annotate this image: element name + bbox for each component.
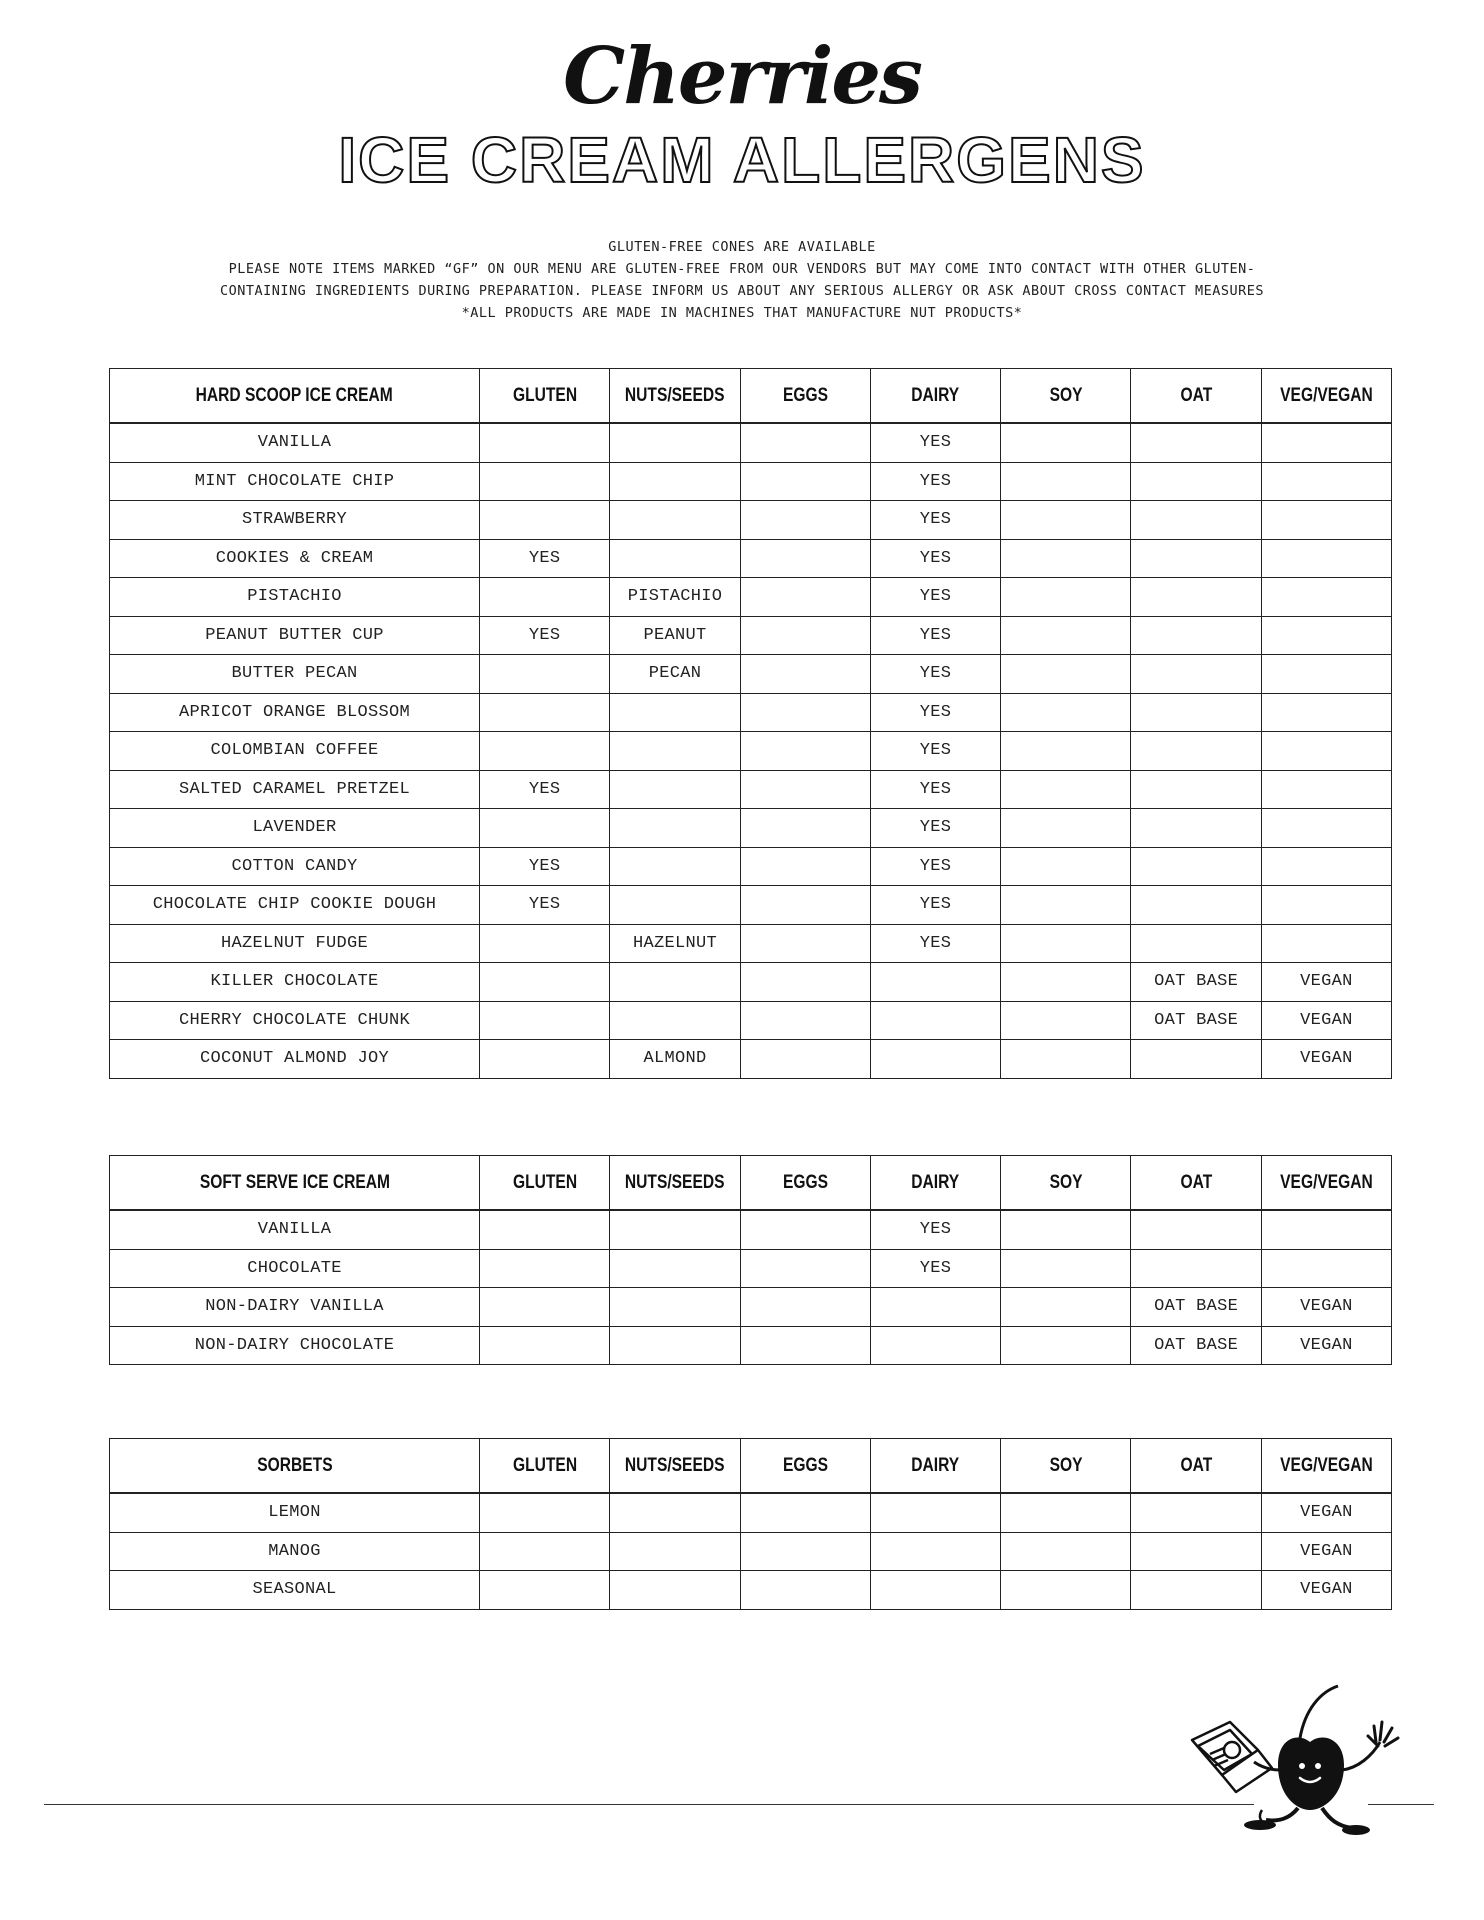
table-row	[110, 1571, 1392, 1610]
allergen-cell: YES	[870, 847, 1000, 886]
allergen-cell	[480, 693, 610, 732]
table-row	[110, 616, 1392, 655]
allergen-cell	[610, 1288, 740, 1327]
allergen-cell: YES	[870, 616, 1000, 655]
table-row	[110, 501, 1392, 540]
allergen-cell	[1261, 886, 1391, 925]
column-header: NUTS/SEEDS	[610, 369, 740, 424]
allergen-cell	[1001, 1326, 1131, 1365]
allergen-cell	[740, 616, 870, 655]
flavor-name: VANILLA	[110, 423, 480, 462]
allergen-cell: YES	[870, 732, 1000, 771]
allergen-cell	[1131, 693, 1261, 732]
allergen-cell	[480, 501, 610, 540]
column-header: VEG/VEGAN	[1261, 1439, 1391, 1494]
allergen-cell	[1131, 924, 1261, 963]
flavor-name: LAVENDER	[110, 809, 480, 848]
allergen-cell	[1001, 423, 1131, 462]
table-row	[110, 1326, 1392, 1365]
allergen-cell: YES	[870, 578, 1000, 617]
allergen-cell: YES	[870, 770, 1000, 809]
table-heading: HARD SCOOP ICE CREAM	[110, 369, 480, 424]
allergen-cell	[480, 924, 610, 963]
cherries-logo: Cherries	[563, 31, 921, 122]
table-row	[110, 1288, 1392, 1327]
allergen-cell	[480, 1571, 610, 1610]
allergen-notes	[150, 236, 1334, 324]
allergen-cell	[740, 1040, 870, 1079]
allergen-cell	[480, 1249, 610, 1288]
table-row	[110, 732, 1392, 771]
allergen-cell	[870, 1326, 1000, 1365]
allergen-cell: YES	[870, 423, 1000, 462]
allergen-cell	[1261, 501, 1391, 540]
allergen-cell	[1261, 655, 1391, 694]
note-line-4: *ALL PRODUCTS ARE MADE IN MACHINES THAT MANUFACTURE NUT PRODUCTS*	[461, 305, 1023, 321]
table-row	[110, 809, 1392, 848]
allergen-cell	[870, 963, 1000, 1002]
allergen-cell	[870, 1001, 1000, 1040]
allergen-cell	[610, 1493, 740, 1532]
allergen-cell	[480, 732, 610, 771]
flavor-name: LEMON	[110, 1493, 480, 1532]
allergen-cell	[610, 809, 740, 848]
allergen-cell	[1001, 886, 1131, 925]
allergen-cell	[740, 655, 870, 694]
page-title: ICE CREAM ALLERGENS	[338, 124, 1146, 196]
allergen-cell	[1001, 1288, 1131, 1327]
allergen-cell: YES	[870, 809, 1000, 848]
flavor-name: SEASONAL	[110, 1571, 480, 1610]
allergen-cell	[1001, 924, 1131, 963]
flavor-name: COOKIES & CREAM	[110, 539, 480, 578]
allergen-cell	[1001, 963, 1131, 1002]
allergen-cell: YES	[870, 1210, 1000, 1249]
allergen-cell	[610, 847, 740, 886]
allergen-cell	[610, 732, 740, 771]
allergen-cell	[870, 1040, 1000, 1079]
allergen-cell: VEGAN	[1261, 1571, 1391, 1610]
allergen-cell	[1131, 1571, 1261, 1610]
table-row	[110, 1249, 1392, 1288]
allergen-cell: YES	[870, 655, 1000, 694]
allergen-cell: PECAN	[610, 655, 740, 694]
allergen-cell	[480, 963, 610, 1002]
allergen-cell	[740, 539, 870, 578]
allergen-cell	[1131, 1040, 1261, 1079]
allergen-cell: PISTACHIO	[610, 578, 740, 617]
allergen-cell	[480, 809, 610, 848]
flavor-name: CHERRY CHOCOLATE CHUNK	[110, 1001, 480, 1040]
column-header: OAT	[1131, 1156, 1261, 1211]
allergen-cell: VEGAN	[1261, 1532, 1391, 1571]
flavor-name: BUTTER PECAN	[110, 655, 480, 694]
allergen-cell: YES	[870, 693, 1000, 732]
allergen-cell	[740, 1532, 870, 1571]
allergen-cell	[1001, 809, 1131, 848]
allergen-cell	[1001, 1001, 1131, 1040]
allergen-cell	[740, 462, 870, 501]
allergen-cell	[740, 963, 870, 1002]
allergen-cell	[1001, 847, 1131, 886]
allergen-cell	[1131, 1493, 1261, 1532]
allergen-cell	[1001, 1532, 1131, 1571]
allergen-cell	[870, 1532, 1000, 1571]
allergen-cell	[740, 1493, 870, 1532]
table-row	[110, 847, 1392, 886]
table-header-row	[110, 1156, 1392, 1211]
allergen-cell	[1131, 578, 1261, 617]
table-row	[110, 963, 1392, 1002]
flavor-name: HAZELNUT FUDGE	[110, 924, 480, 963]
column-header: SOY	[1001, 369, 1131, 424]
column-header: EGGS	[740, 369, 870, 424]
allergen-cell: ALMOND	[610, 1040, 740, 1079]
allergen-cell	[610, 539, 740, 578]
allergen-cell: VEGAN	[1261, 1001, 1391, 1040]
allergen-cell: VEGAN	[1261, 1493, 1391, 1532]
table-row	[110, 1210, 1392, 1249]
allergen-cell	[610, 423, 740, 462]
allergen-cell	[1261, 616, 1391, 655]
allergen-cell	[480, 1210, 610, 1249]
allergen-cell	[1131, 655, 1261, 694]
allergen-cell	[480, 1532, 610, 1571]
allergen-cell: YES	[480, 616, 610, 655]
column-header: VEG/VEGAN	[1261, 369, 1391, 424]
allergen-cell	[740, 693, 870, 732]
table-row	[110, 423, 1392, 462]
flavor-name: APRICOT ORANGE BLOSSOM	[110, 693, 480, 732]
column-header: SOY	[1001, 1156, 1131, 1211]
allergen-cell	[870, 1288, 1000, 1327]
allergen-cell: YES	[870, 924, 1000, 963]
allergen-cell	[1001, 578, 1131, 617]
allergen-cell	[740, 423, 870, 462]
flavor-name: NON-DAIRY CHOCOLATE	[110, 1326, 480, 1365]
allergen-cell	[610, 770, 740, 809]
allergen-cell	[1131, 1249, 1261, 1288]
allergen-cell: YES	[870, 539, 1000, 578]
flavor-name: COCONUT ALMOND JOY	[110, 1040, 480, 1079]
allergen-cell	[1261, 924, 1391, 963]
allergen-cell	[1261, 423, 1391, 462]
cherry-mascot-icon	[1180, 1670, 1420, 1840]
allergen-cell	[610, 1210, 740, 1249]
allergen-cell	[870, 1571, 1000, 1610]
allergen-cell: VEGAN	[1261, 963, 1391, 1002]
allergen-cell	[740, 1326, 870, 1365]
allergen-cell	[610, 963, 740, 1002]
column-header: DAIRY	[870, 1439, 1000, 1494]
allergen-cell	[610, 1326, 740, 1365]
allergen-cell	[1001, 1040, 1131, 1079]
allergen-cell	[1131, 809, 1261, 848]
allergen-cell	[610, 1571, 740, 1610]
allergen-cell	[870, 1493, 1000, 1532]
allergen-cell	[740, 1001, 870, 1040]
flavor-name: CHOCOLATE CHIP COOKIE DOUGH	[110, 886, 480, 925]
table-row	[110, 1493, 1392, 1532]
column-header: SOY	[1001, 1439, 1131, 1494]
allergen-cell	[740, 847, 870, 886]
flavor-name: SALTED CARAMEL PRETZEL	[110, 770, 480, 809]
allergen-cell	[610, 693, 740, 732]
allergen-cell	[480, 1001, 610, 1040]
allergen-cell	[610, 1532, 740, 1571]
allergen-cell	[1001, 655, 1131, 694]
flavor-name: COLOMBIAN COFFEE	[110, 732, 480, 771]
column-header: OAT	[1131, 369, 1261, 424]
column-header: DAIRY	[870, 1156, 1000, 1211]
allergen-cell	[740, 770, 870, 809]
table-row	[110, 539, 1392, 578]
flavor-name: PISTACHIO	[110, 578, 480, 617]
allergen-cell	[1001, 1249, 1131, 1288]
table-row	[110, 655, 1392, 694]
allergen-cell	[740, 1249, 870, 1288]
column-header: DAIRY	[870, 369, 1000, 424]
allergen-cell	[740, 809, 870, 848]
allergen-cell	[610, 1001, 740, 1040]
column-header: NUTS/SEEDS	[610, 1439, 740, 1494]
allergen-cell	[1001, 501, 1131, 540]
allergen-cell	[480, 462, 610, 501]
allergen-cell	[1131, 462, 1261, 501]
hard-scoop-table	[109, 368, 1392, 1079]
flavor-name: STRAWBERRY	[110, 501, 480, 540]
allergen-cell	[740, 886, 870, 925]
note-line-1: GLUTEN-FREE CONES ARE AVAILABLE	[608, 239, 876, 255]
allergen-cell	[1001, 616, 1131, 655]
allergen-cell	[480, 1326, 610, 1365]
allergen-cell	[740, 1571, 870, 1610]
allergen-cell	[740, 578, 870, 617]
allergen-cell	[1131, 732, 1261, 771]
allergen-cell	[1001, 693, 1131, 732]
allergen-cell	[1131, 423, 1261, 462]
allergen-cell	[1261, 1249, 1391, 1288]
table-row	[110, 578, 1392, 617]
allergen-cell	[1131, 616, 1261, 655]
flavor-name: MINT CHOCOLATE CHIP	[110, 462, 480, 501]
allergen-cell	[1261, 462, 1391, 501]
allergen-cell: YES	[870, 501, 1000, 540]
flavor-name: COTTON CANDY	[110, 847, 480, 886]
table-row	[110, 1040, 1392, 1079]
allergen-cell	[480, 1288, 610, 1327]
allergen-cell	[740, 924, 870, 963]
allergen-cell	[1261, 770, 1391, 809]
allergen-cell	[480, 423, 610, 462]
allergen-cell	[740, 1210, 870, 1249]
allergen-cell: YES	[870, 1249, 1000, 1288]
allergen-cell	[480, 1040, 610, 1079]
note-line-2: PLEASE NOTE ITEMS MARKED “GF” ON OUR MENU ARE GLUTEN-FREE FROM OUR VENDORS BUT MAY COME INTO CONTACT WITH OTHER GLUTEN-	[228, 261, 1256, 277]
table-row	[110, 693, 1392, 732]
column-header: GLUTEN	[480, 369, 610, 424]
table-row	[110, 924, 1392, 963]
table-row	[110, 1532, 1392, 1571]
allergen-cell	[1001, 1493, 1131, 1532]
allergen-cell: YES	[870, 462, 1000, 501]
allergen-cell: VEGAN	[1261, 1040, 1391, 1079]
allergen-cell	[1001, 1571, 1131, 1610]
table-heading: SORBETS	[110, 1439, 480, 1494]
allergen-cell	[740, 732, 870, 771]
allergen-cell	[1131, 847, 1261, 886]
allergen-cell	[1001, 732, 1131, 771]
allergen-cell: OAT BASE	[1131, 1288, 1261, 1327]
column-header: EGGS	[740, 1156, 870, 1211]
allergen-cell: OAT BASE	[1131, 1326, 1261, 1365]
allergen-cell	[1001, 462, 1131, 501]
table-header-row	[110, 369, 1392, 424]
column-header: GLUTEN	[480, 1156, 610, 1211]
table-header-row	[110, 1439, 1392, 1494]
column-header: VEG/VEGAN	[1261, 1156, 1391, 1211]
sorbets-table	[109, 1438, 1392, 1610]
allergen-cell: OAT BASE	[1131, 1001, 1261, 1040]
allergen-cell	[610, 1249, 740, 1288]
allergen-cell	[1131, 1532, 1261, 1571]
table-row	[110, 462, 1392, 501]
allergen-cell	[480, 1493, 610, 1532]
allergen-cell: HAZELNUT	[610, 924, 740, 963]
flavor-name: NON-DAIRY VANILLA	[110, 1288, 480, 1327]
note-line-3: CONTAINING INGREDIENTS DURING PREPARATION. PLEASE INFORM US ABOUT ANY SERIOUS ALLERGY OR ASK ABOUT CROSS CONTACT MEASURES	[220, 283, 1264, 299]
allergen-cell: VEGAN	[1261, 1326, 1391, 1365]
allergen-cell: YES	[480, 847, 610, 886]
allergen-cell	[480, 655, 610, 694]
flavor-name: KILLER CHOCOLATE	[110, 963, 480, 1002]
allergen-cell	[1131, 770, 1261, 809]
flavor-name: PEANUT BUTTER CUP	[110, 616, 480, 655]
allergen-cell	[1001, 770, 1131, 809]
table-row	[110, 1001, 1392, 1040]
allergen-cell	[1131, 501, 1261, 540]
allergen-cell	[1131, 1210, 1261, 1249]
allergen-cell	[1261, 693, 1391, 732]
allergen-cell	[1131, 539, 1261, 578]
table-row	[110, 770, 1392, 809]
allergen-cell	[480, 578, 610, 617]
table-heading: SOFT SERVE ICE CREAM	[110, 1156, 480, 1211]
column-header: EGGS	[740, 1439, 870, 1494]
flavor-name: CHOCOLATE	[110, 1249, 480, 1288]
allergen-cell	[610, 501, 740, 540]
allergen-cell: YES	[480, 886, 610, 925]
column-header: NUTS/SEEDS	[610, 1156, 740, 1211]
allergen-cell	[610, 886, 740, 925]
open-book-icon	[1192, 1722, 1272, 1792]
allergen-cell	[1131, 886, 1261, 925]
allergen-cell	[1261, 847, 1391, 886]
table-row	[110, 886, 1392, 925]
allergen-cell	[1001, 539, 1131, 578]
allergen-cell: VEGAN	[1261, 1288, 1391, 1327]
allergen-cell	[1261, 809, 1391, 848]
flavor-name: VANILLA	[110, 1210, 480, 1249]
allergen-cell	[740, 501, 870, 540]
flavor-name: MANOG	[110, 1532, 480, 1571]
allergen-cell	[610, 462, 740, 501]
allergen-cell	[1261, 539, 1391, 578]
soft-serve-table	[109, 1155, 1392, 1365]
column-header: GLUTEN	[480, 1439, 610, 1494]
allergen-cell: OAT BASE	[1131, 963, 1261, 1002]
allergen-cell: YES	[480, 539, 610, 578]
allergen-cell	[1261, 578, 1391, 617]
column-header: OAT	[1131, 1439, 1261, 1494]
footer-divider-left	[44, 1804, 1254, 1805]
allergen-cell	[1001, 1210, 1131, 1249]
allergen-cell: YES	[870, 886, 1000, 925]
allergen-cell: PEANUT	[610, 616, 740, 655]
allergen-cell	[1261, 1210, 1391, 1249]
allergen-cell	[1261, 732, 1391, 771]
allergen-cell: YES	[480, 770, 610, 809]
allergen-cell	[740, 1288, 870, 1327]
